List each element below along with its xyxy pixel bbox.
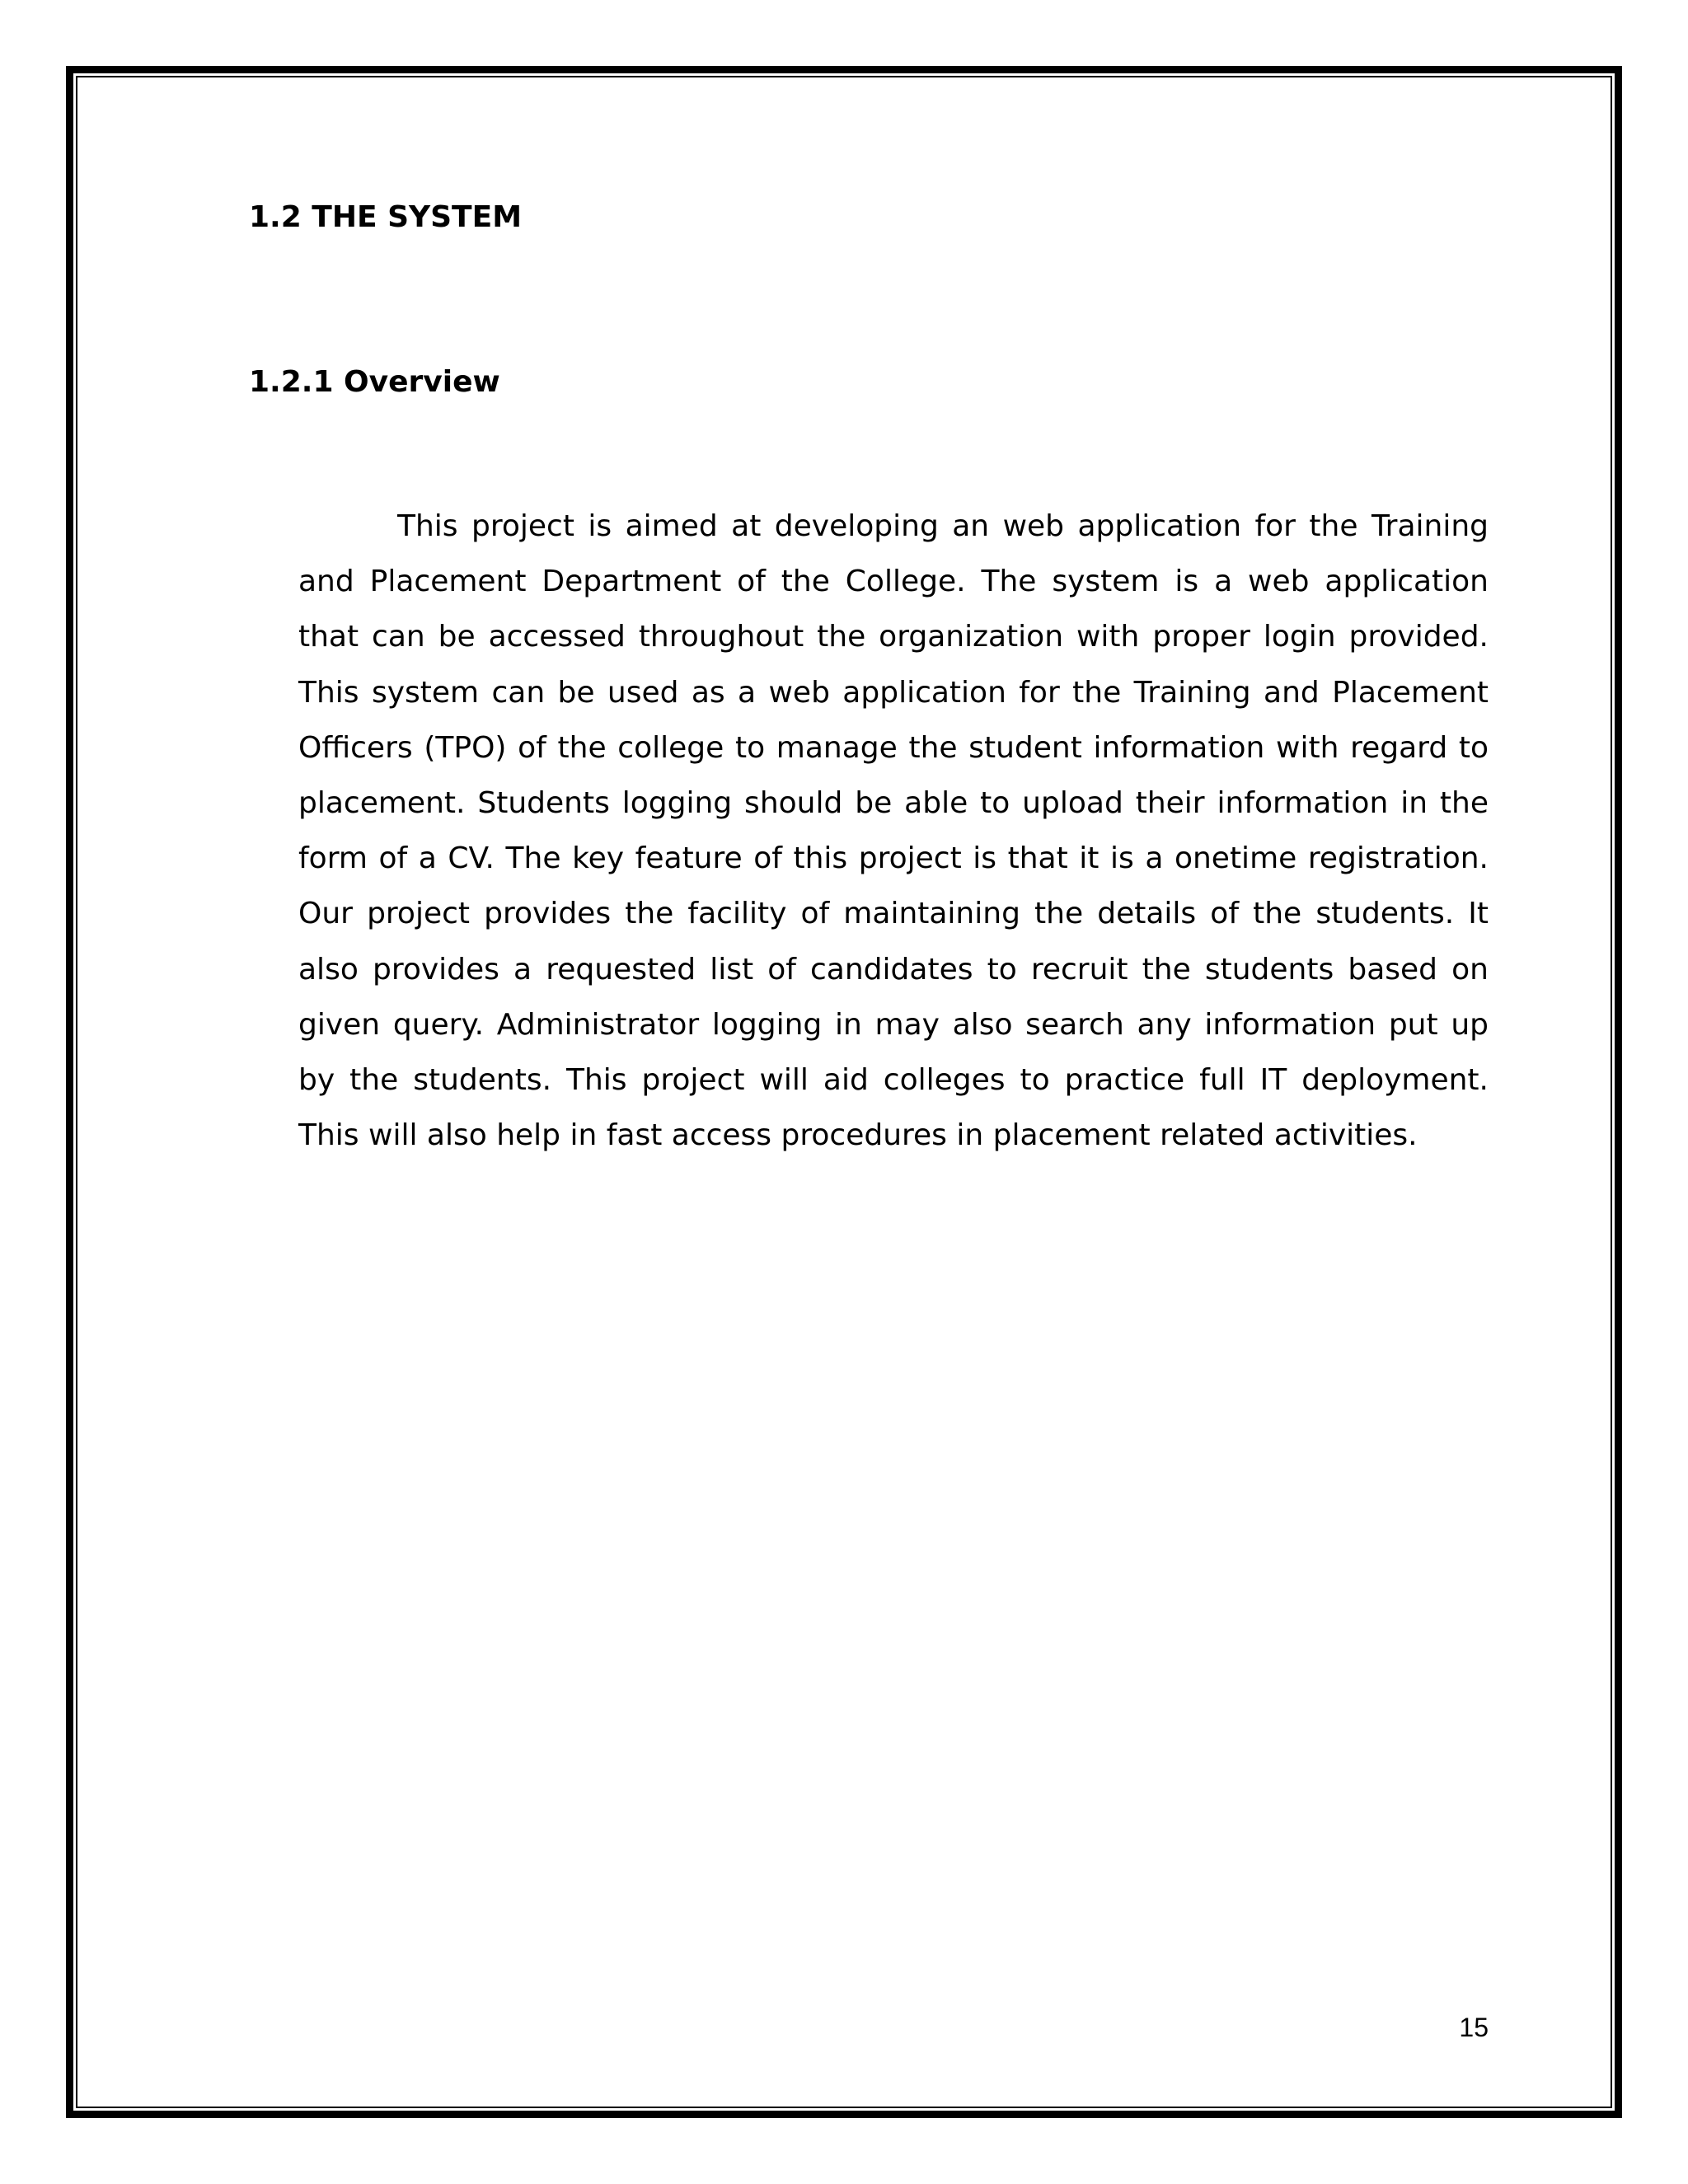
page-number: 15 — [1459, 2013, 1489, 2042]
overview-paragraph: This project is aimed at developing an web application for the Training and Placement Department of the College. The system is a web application that can be accessed throughout the organization with proper login provided. This system can be used as a web application for the Training and Placement Officers (TPO) of the college to manage the student information with regard to placement. Students logging should be able to upload their information in the form of a CV. The key feature of this project is that it is a onetime registration. Our project provides the facility of maintaining the details of the students. It also provides a requested list of candidates to recruit the students based on given query. Administrator logging in may also search any information put up by the students. This project will aid colleges to practice full IT deployment. This will also help in fast access procedures in placement related activities. — [298, 509, 1489, 1153]
section-heading: 1.2 THE SYSTEM — [249, 200, 523, 234]
subsection-heading: 1.2.1 Overview — [249, 365, 500, 399]
